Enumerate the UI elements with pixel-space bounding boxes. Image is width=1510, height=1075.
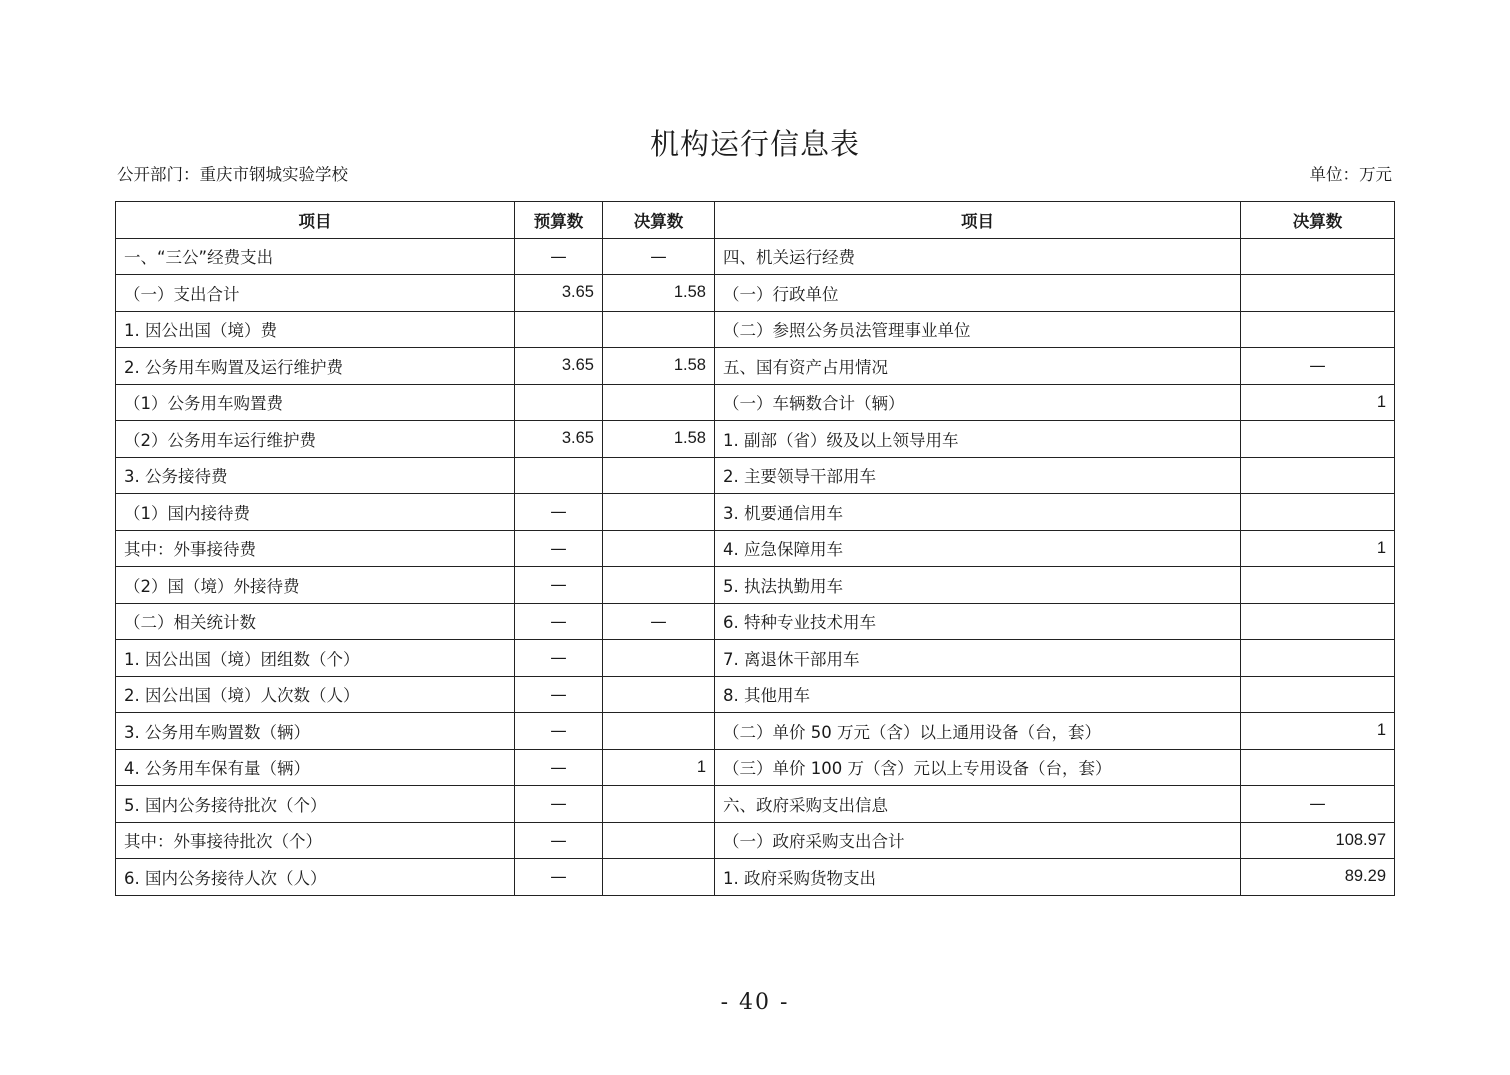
final-cell: 1 (603, 749, 715, 786)
page-title: 机构运行信息表 (649, 127, 860, 161)
table-row (116, 421, 1395, 458)
budget-cell: — (515, 676, 603, 713)
right-final-cell: 89.29 (1241, 859, 1395, 896)
right-item: 2. 主要领导干部用车 (715, 457, 1241, 494)
left-item: （2）国（境）外接待费 (116, 567, 515, 604)
table-row (116, 494, 1395, 531)
table-row (116, 822, 1395, 859)
table-row (116, 530, 1395, 567)
final-cell: — (603, 238, 715, 275)
final-cell: 1.58 (603, 348, 715, 385)
final-cell (603, 859, 715, 896)
right-final-cell (1241, 311, 1395, 348)
left-item: （1）公务用车购置费 (116, 384, 515, 421)
budget-cell: — (515, 494, 603, 531)
left-item: 1. 因公出国（境）费 (116, 311, 515, 348)
right-item: 四、机关运行经费 (715, 238, 1241, 275)
table-row (116, 275, 1395, 312)
budget-cell: — (515, 859, 603, 896)
budget-cell (515, 457, 603, 494)
left-item: （二）相关统计数 (116, 603, 515, 640)
right-item: （一）行政单位 (715, 275, 1241, 312)
right-final-cell: — (1241, 786, 1395, 823)
right-item: 7. 离退休干部用车 (715, 640, 1241, 677)
budget-cell: — (515, 749, 603, 786)
department-label: 公开部门：重庆市钢城实验学校 (117, 165, 348, 184)
right-item: 4. 应急保障用车 (715, 530, 1241, 567)
right-final-cell (1241, 603, 1395, 640)
table-row (116, 457, 1395, 494)
header-budget: 预算数 (515, 202, 603, 239)
budget-cell: — (515, 640, 603, 677)
table-row (116, 786, 1395, 823)
budget-cell (515, 384, 603, 421)
right-item: （二）单价 50 万元（含）以上通用设备（台，套） (715, 713, 1241, 750)
right-final-cell: 1 (1241, 713, 1395, 750)
final-cell (603, 457, 715, 494)
budget-cell: — (515, 786, 603, 823)
left-item: 3. 公务用车购置数（辆） (116, 713, 515, 750)
final-cell: 1.58 (603, 421, 715, 458)
left-item: 一、“三公”经费支出 (116, 238, 515, 275)
right-final-cell (1241, 238, 1395, 275)
right-final-cell (1241, 676, 1395, 713)
right-final-cell: 108.97 (1241, 822, 1395, 859)
right-final-cell: 1 (1241, 530, 1395, 567)
budget-cell: — (515, 238, 603, 275)
right-item: （一）车辆数合计（辆） (715, 384, 1241, 421)
header-item-right: 项目 (715, 202, 1241, 239)
final-cell (603, 640, 715, 677)
budget-cell: — (515, 567, 603, 604)
table-header-row (116, 202, 1395, 239)
table-row (116, 603, 1395, 640)
final-cell (603, 713, 715, 750)
right-final-cell: 1 (1241, 384, 1395, 421)
right-final-cell (1241, 421, 1395, 458)
left-item: 3. 公务接待费 (116, 457, 515, 494)
left-item: 2. 公务用车购置及运行维护费 (116, 348, 515, 385)
final-cell: 1.58 (603, 275, 715, 312)
table-row (116, 713, 1395, 750)
final-cell (603, 786, 715, 823)
table-row (116, 238, 1395, 275)
right-item: 1. 副部（省）级及以上领导用车 (715, 421, 1241, 458)
right-item: （三）单价 100 万（含）元以上专用设备（台，套） (715, 749, 1241, 786)
right-item: 5. 执法执勤用车 (715, 567, 1241, 604)
left-item: 2. 因公出国（境）人次数（人） (116, 676, 515, 713)
left-item: （2）公务用车运行维护费 (116, 421, 515, 458)
budget-cell: 3.65 (515, 348, 603, 385)
right-final-cell (1241, 749, 1395, 786)
right-item: 1. 政府采购货物支出 (715, 859, 1241, 896)
budget-cell: — (515, 713, 603, 750)
right-item: 6. 特种专业技术用车 (715, 603, 1241, 640)
final-cell (603, 494, 715, 531)
right-item: （二）参照公务员法管理事业单位 (715, 311, 1241, 348)
table-row (116, 859, 1395, 896)
left-item: （一）支出合计 (116, 275, 515, 312)
table-row (116, 384, 1395, 421)
right-item: 六、政府采购支出信息 (715, 786, 1241, 823)
table-row (116, 749, 1395, 786)
budget-cell: 3.65 (515, 275, 603, 312)
left-item: 其中：外事接待批次（个） (116, 822, 515, 859)
table-row (116, 311, 1395, 348)
left-item: （1）国内接待费 (116, 494, 515, 531)
final-cell (603, 676, 715, 713)
left-item: 4. 公务用车保有量（辆） (116, 749, 515, 786)
final-cell (603, 384, 715, 421)
institution-operation-table (115, 201, 1395, 896)
budget-cell: 3.65 (515, 421, 603, 458)
table-row (116, 348, 1395, 385)
budget-cell: — (515, 530, 603, 567)
right-item: （一）政府采购支出合计 (715, 822, 1241, 859)
table-row (116, 567, 1395, 604)
final-cell (603, 311, 715, 348)
table-row (116, 676, 1395, 713)
header-final-right: 决算数 (1241, 202, 1395, 239)
final-cell (603, 530, 715, 567)
table-row (116, 640, 1395, 677)
header-final-left: 决算数 (603, 202, 715, 239)
right-final-cell (1241, 275, 1395, 312)
left-item: 其中：外事接待费 (116, 530, 515, 567)
final-cell: — (603, 603, 715, 640)
right-item: 3. 机要通信用车 (715, 494, 1241, 531)
left-item: 5. 国内公务接待批次（个） (116, 786, 515, 823)
right-item: 五、国有资产占用情况 (715, 348, 1241, 385)
left-item: 6. 国内公务接待人次（人） (116, 859, 515, 896)
right-final-cell (1241, 640, 1395, 677)
right-final-cell (1241, 457, 1395, 494)
header-item-left: 项目 (116, 202, 515, 239)
right-final-cell (1241, 567, 1395, 604)
budget-cell: — (515, 822, 603, 859)
final-cell (603, 822, 715, 859)
right-item: 8. 其他用车 (715, 676, 1241, 713)
left-item: 1. 因公出国（境）团组数（个） (116, 640, 515, 677)
final-cell (603, 567, 715, 604)
budget-cell: — (515, 603, 603, 640)
budget-cell (515, 311, 603, 348)
right-final-cell (1241, 494, 1395, 531)
page-number: - 40 - (720, 990, 790, 1015)
unit-label: 单位：万元 (1309, 165, 1392, 184)
right-final-cell: — (1241, 348, 1395, 385)
